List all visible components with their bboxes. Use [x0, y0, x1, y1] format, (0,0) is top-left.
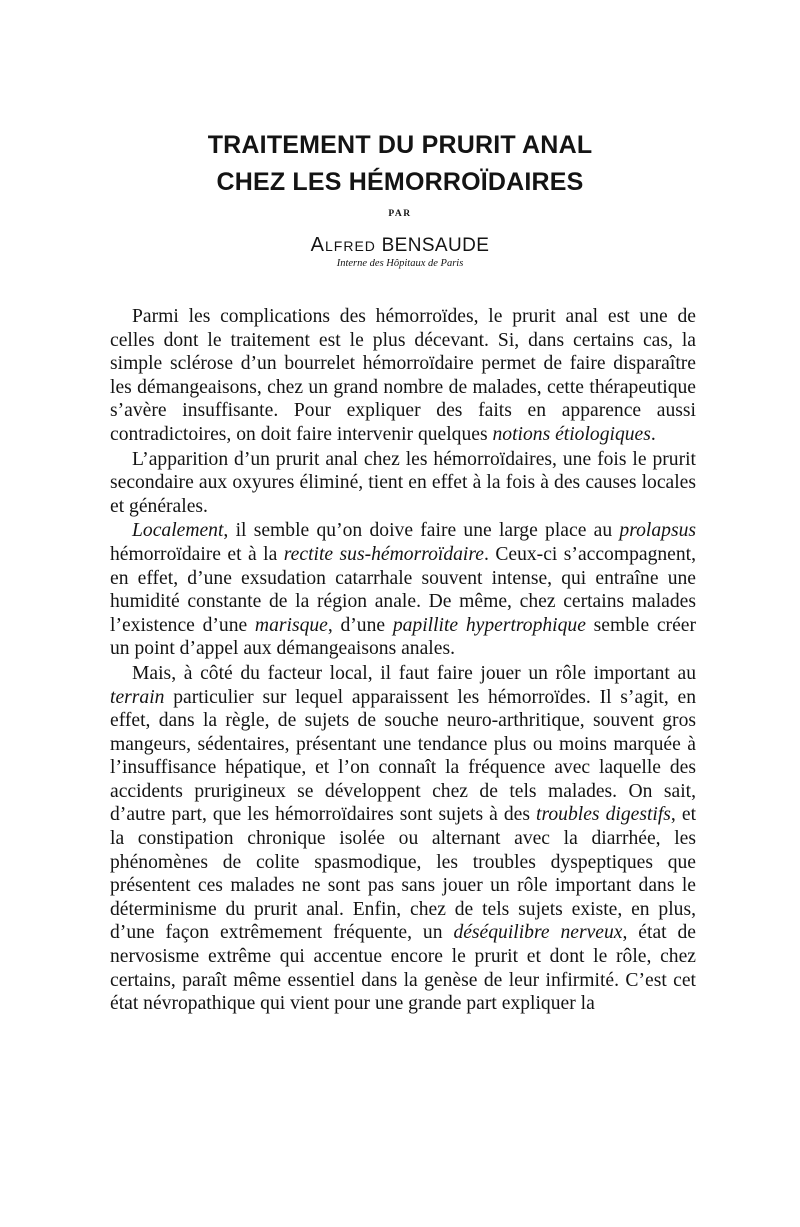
paragraph-1: Parmi les complications des hémorroïdes, le prurit anal est une de celles dont le traitement est le plus décevant. Si, dans certains cas, la simple sclérose d’un bourrelet hémorroïdaire permet de faire disparaître les démangeaisons, chez un grand nombre de malades, cette thérapeutique s’avère insuffisante. Pour expliquer des faits en apparence aussi contradictoires, on doit faire intervenir quelques notions étiologiques.: [110, 306, 696, 445]
author-first-name: Alfred: [310, 234, 376, 256]
italic-phrase: troubles digestifs: [536, 804, 671, 826]
paragraph-3: Localement, il semble qu’on doive faire une large place au prolapsus hémorroïdaire et à la rectite sus-hémorroïdaire. Ceux-ci s’accompagnent, en effet, d’une exsudation catarrhale souvent intense, qui entraîne une humidité constante de la région anale. De même, chez certains malades l’existence d’une marisque, d’une papillite hypertrophique semble créer un point d’appel aux démangeaisons anales.: [110, 520, 696, 660]
italic-phrase: terrain: [110, 686, 165, 708]
author-last-name: BENSAUDE: [381, 235, 490, 256]
title-line-1: TRAITEMENT DU PRURIT ANAL: [207, 131, 593, 159]
author-name: [0, 234, 800, 257]
italic-phrase: rectite sus-hémorroïdaire: [283, 543, 484, 565]
italic-phrase: prolapsus: [619, 520, 696, 542]
italic-phrase: déséquilibre nerveux: [453, 922, 623, 944]
author-affiliation: Interne des Hôpitaux de Paris: [336, 258, 464, 269]
italic-phrase: notions étiologiques: [492, 423, 651, 445]
title-line-2: CHEZ LES HÉMORROÏDAIRES: [216, 168, 584, 196]
paragraph-4: Mais, à côté du facteur local, il faut faire jouer un rôle important au terrain particulier sur lequel apparaissent les hémorroïdes. Il s’agit, en effet, dans la règle, de sujets de souche neuro-arthritique, souvent gros mangeurs, sédentaires, présentant une tendance plus ou moins marquée à l’insuffisance hépatique, et l’on connaît la fréquence avec laquelle des accidents prurigineux se développent chez de tels malades. On sait, d’autre part, que les hémorroïdaires sont sujets à des troubles digestifs, et la constipation chronique isolée ou alternant avec la diarrhée, les phénomènes de colite spasmodique, les troubles dyspeptiques que présentent ces malades ne sont pas sans jouer un rôle important dans le déterminisme du prurit anal. Enfin, chez de tels sujets existe, en plus, d’une façon extrêmement fréquente, un déséquilibre nerveux, état de nervosisme extrême qui accentue encore le prurit et dont le rôle, chez certains, paraît même essentiel dans la genèse de leur infirmité. C’est cet état névropathique qui vient pour une grande part expliquer la: [110, 662, 697, 1015]
italic-phrase: marisque: [254, 614, 328, 636]
article-body: [110, 305, 696, 1016]
italic-phrase: Localement: [132, 520, 224, 542]
italic-phrase: papillite hypertrophique: [392, 614, 586, 636]
byline-par: PAR: [388, 209, 412, 219]
paragraph-2: L’apparition d’un prurit anal chez les hémorroïdaires, une fois le prurit secondaire aux oxyures éliminé, tient en effet à la fois à des causes locales et générales.: [110, 448, 696, 517]
